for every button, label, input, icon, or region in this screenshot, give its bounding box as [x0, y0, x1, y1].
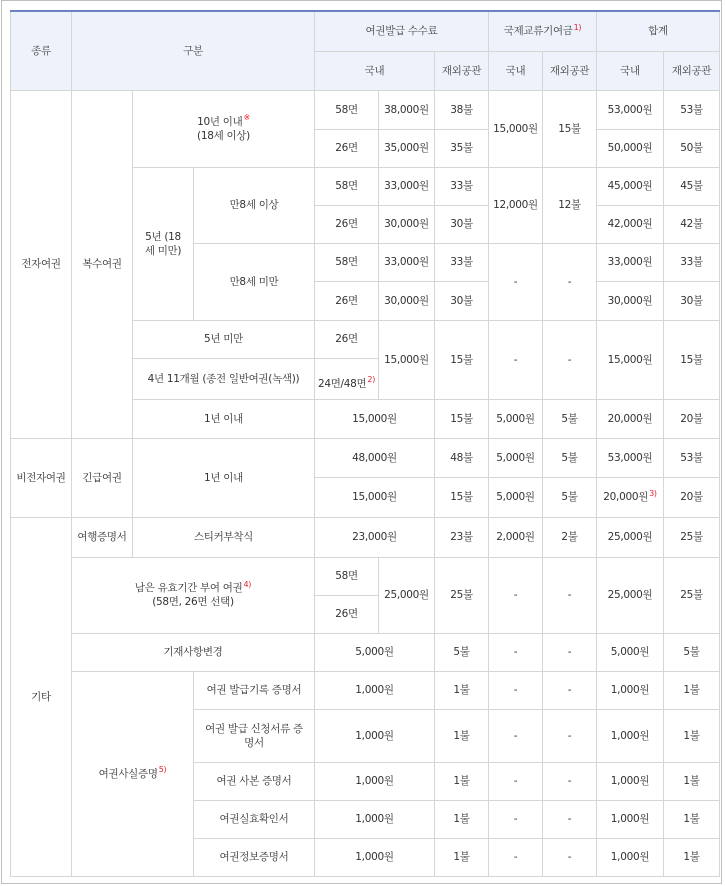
cell: 5,000원: [489, 438, 543, 477]
cell: 25불: [435, 557, 489, 633]
four-years-label: 4년 11개월 (종전 일반여권(녹색)): [133, 358, 315, 399]
cell: 5,000원: [489, 399, 543, 438]
cell: 5불: [435, 633, 489, 671]
one-year-label: 1년 이내: [133, 399, 315, 438]
cell: -: [489, 243, 543, 320]
footnote-3: 3): [649, 488, 657, 498]
cell: 15,000원: [315, 399, 435, 438]
cell: 1,000원: [315, 838, 435, 876]
table-row: [11, 633, 720, 671]
cell: 12불: [543, 167, 597, 243]
cell: 1,000원: [597, 762, 664, 800]
cell: 33불: [435, 243, 489, 281]
cell: -: [543, 762, 597, 800]
cell: 25,000원: [597, 557, 664, 633]
cell: 53불: [664, 90, 720, 129]
header-total-overseas: 재외공관: [664, 51, 720, 90]
cell: 20,000원: [597, 399, 664, 438]
cell: -: [543, 320, 597, 399]
cell: 25,000원: [597, 517, 664, 557]
ten-years-text: 10년 이내: [197, 115, 243, 128]
cell: 58면: [315, 167, 379, 205]
cell: 5불: [543, 399, 597, 438]
cell: -: [489, 320, 543, 399]
cell: 30,000원: [597, 281, 664, 320]
cell: 1,000원: [315, 709, 435, 762]
cell: 42,000원: [597, 205, 664, 243]
info-cert-label: 여권정보증명서: [194, 838, 315, 876]
cell: 5,000원: [315, 633, 435, 671]
cell: 45,000원: [597, 167, 664, 205]
cell: 25,000원: [379, 557, 435, 633]
under8-label: 만8세 미만: [194, 243, 315, 320]
cell: 12,000원: [489, 167, 543, 243]
cell: 15불: [664, 320, 720, 399]
cell: 53,000원: [597, 90, 664, 129]
cell: 5불: [543, 438, 597, 477]
cell: 25불: [664, 517, 720, 557]
cell: 5불: [543, 477, 597, 517]
asterisk-note: ※: [243, 113, 250, 122]
cell: 1,000원: [315, 762, 435, 800]
pages-24-48: 24면/48면: [317, 377, 367, 390]
cell: -: [543, 800, 597, 838]
header-total: 합계: [597, 11, 720, 51]
cell: 23불: [435, 517, 489, 557]
header-fee: 여권발급 수수료: [315, 11, 489, 51]
cell: 20불: [664, 399, 720, 438]
footnote-1: 1): [573, 22, 582, 32]
cell-pages: [315, 358, 379, 399]
five-years-label: [133, 167, 194, 320]
cell: 25불: [664, 557, 720, 633]
emergency-period: 1년 이내: [133, 438, 315, 517]
cell: 15불: [435, 477, 489, 517]
cell: 1불: [435, 762, 489, 800]
cell: 15불: [435, 320, 489, 399]
cell: 26면: [315, 595, 379, 633]
cell: -: [543, 671, 597, 709]
copy-cert-label: 여권 사본 증명서: [194, 762, 315, 800]
cell: 38,000원: [379, 90, 435, 129]
under5-label: 5년 미만: [133, 320, 315, 358]
cell: -: [543, 633, 597, 671]
cell: 58면: [315, 90, 379, 129]
cell: 45불: [664, 167, 720, 205]
cell: -: [489, 762, 543, 800]
cell: 1불: [664, 800, 720, 838]
remaining-text: 남은 유효기간 부여 여권: [134, 582, 243, 594]
cell: 53,000원: [597, 438, 664, 477]
ten-years-label: [133, 90, 315, 167]
footnote-4: 4): [243, 579, 252, 589]
cell: 20불: [664, 477, 720, 517]
cell: 30불: [435, 281, 489, 320]
cell: 2불: [543, 517, 597, 557]
cell: 1불: [435, 671, 489, 709]
cell: 30불: [435, 205, 489, 243]
cell: 35불: [435, 129, 489, 167]
apply-doc-label: 여권 발급 신청서류 증명서: [194, 709, 315, 762]
cell: 2,000원: [489, 517, 543, 557]
header-intl: [489, 11, 597, 51]
type-other: 기타: [11, 517, 72, 876]
cell: 1,000원: [597, 709, 664, 762]
cell: 15,000원: [315, 477, 435, 517]
footnote-2: 2): [367, 375, 376, 384]
cell: 1,000원: [597, 838, 664, 876]
header-row-1: [11, 11, 720, 51]
fact-cert-label: [72, 671, 194, 876]
cell: 26면: [315, 205, 379, 243]
cell: 15,000원: [379, 320, 435, 399]
cell: -: [489, 838, 543, 876]
table-row: [11, 671, 720, 709]
cell: 15불: [435, 399, 489, 438]
multi-passport: 복수여권: [72, 90, 133, 438]
over8-label: 만8세 이상: [194, 167, 315, 243]
cell: 26면: [315, 129, 379, 167]
fact-cert-text: 여권사실증명: [98, 767, 158, 780]
cell: 1불: [664, 709, 720, 762]
five-years-text: 5년 (18세 미만): [144, 230, 182, 257]
cell: 23,000원: [315, 517, 435, 557]
cell: 5,000원: [489, 477, 543, 517]
cell: -: [489, 557, 543, 633]
cell: 50불: [664, 129, 720, 167]
header-category: 구분: [72, 11, 315, 90]
cell: 1불: [664, 671, 720, 709]
cell: 33,000원: [379, 167, 435, 205]
header-fee-overseas: 재외공관: [435, 51, 489, 90]
cell: -: [489, 709, 543, 762]
table-row: [11, 517, 720, 557]
cell: 30,000원: [379, 281, 435, 320]
remaining-validity-label: [72, 557, 315, 633]
cell-total-note: [597, 477, 664, 517]
cell: 1불: [664, 762, 720, 800]
footnote-5: 5): [158, 765, 167, 774]
cell: 53불: [664, 438, 720, 477]
header-fee-domestic: 국내: [315, 51, 435, 90]
cell: 1,000원: [315, 671, 435, 709]
table-row: [11, 90, 720, 129]
total-20000: 20,000원: [603, 491, 649, 503]
cell: 33,000원: [379, 243, 435, 281]
cell: -: [489, 800, 543, 838]
cell: 1불: [435, 709, 489, 762]
cell: 33불: [664, 243, 720, 281]
cell: 1,000원: [597, 671, 664, 709]
cell: 26면: [315, 320, 379, 358]
travel-cert: 여행증명서: [72, 517, 133, 557]
header-total-domestic: 국내: [597, 51, 664, 90]
sticker-label: 스티커부착식: [133, 517, 315, 557]
cell: 15,000원: [489, 90, 543, 167]
cell: 30불: [664, 281, 720, 320]
header-intl-domestic: 국내: [489, 51, 543, 90]
cell: 38불: [435, 90, 489, 129]
cell: -: [489, 671, 543, 709]
cell: 5,000원: [597, 633, 664, 671]
issue-record-label: 여권 발급기록 증명서: [194, 671, 315, 709]
cell: 50,000원: [597, 129, 664, 167]
cell: 26면: [315, 281, 379, 320]
cell: 1불: [435, 800, 489, 838]
header-intl-label: 국제교류기여금: [503, 25, 573, 38]
cell: 1,000원: [315, 800, 435, 838]
header-intl-overseas: 재외공관: [543, 51, 597, 90]
cell: 1불: [435, 838, 489, 876]
emergency-passport: 긴급여권: [72, 438, 133, 517]
cell: -: [543, 709, 597, 762]
table-row: [11, 438, 720, 477]
cell: 33,000원: [597, 243, 664, 281]
cell: -: [489, 633, 543, 671]
cell: -: [543, 557, 597, 633]
cell: 15,000원: [597, 320, 664, 399]
cell: 58면: [315, 557, 379, 595]
cell: 5불: [664, 633, 720, 671]
cell: 48불: [435, 438, 489, 477]
header-type: 종류: [11, 11, 72, 90]
remaining-sub: (58면, 26면 선택): [152, 596, 234, 608]
cell: 35,000원: [379, 129, 435, 167]
passport-fee-table: [10, 10, 720, 877]
cell: 48,000원: [315, 438, 435, 477]
cell: 33불: [435, 167, 489, 205]
change-label: 기재사항변경: [72, 633, 315, 671]
cell: 15불: [543, 90, 597, 167]
validity-cert-label: 여권실효확인서: [194, 800, 315, 838]
cell: -: [543, 838, 597, 876]
type-epassport: 전자여권: [11, 90, 72, 438]
cell: 42불: [664, 205, 720, 243]
adult-text: (18세 이상): [197, 129, 250, 142]
cell: 58면: [315, 243, 379, 281]
type-non-epassport: 비전자여권: [11, 438, 72, 517]
cell: 1,000원: [597, 800, 664, 838]
cell: 1불: [664, 838, 720, 876]
cell: 30,000원: [379, 205, 435, 243]
table-row: [11, 557, 720, 595]
cell: -: [543, 243, 597, 320]
